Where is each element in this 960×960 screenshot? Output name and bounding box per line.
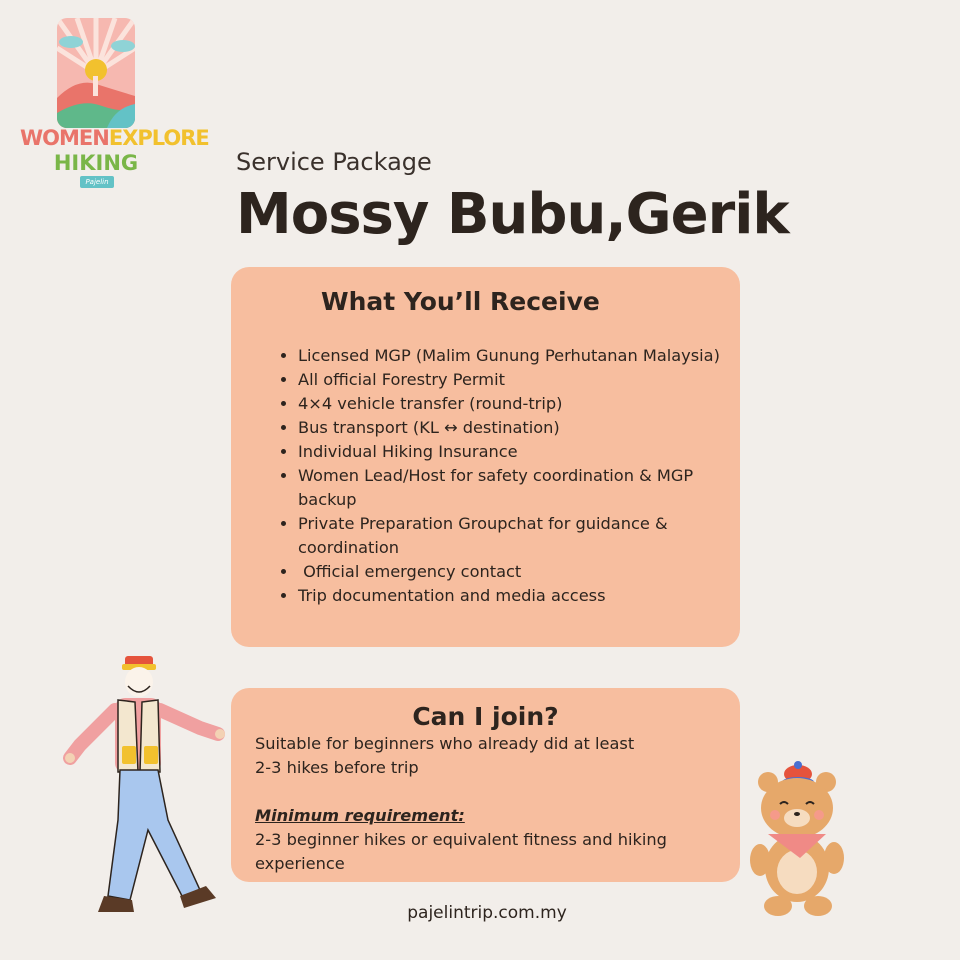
list-item: • Trip documentation and media access [298,584,738,608]
logo-signature-tag: Pajelin [80,176,114,188]
requirement-label: Minimum requirement: [255,806,465,825]
join-card [231,688,740,882]
list-item: • Individual Hiking Insurance [298,440,738,464]
join-line-1: Suitable for beginners who already did at least [255,734,635,753]
receive-heading: What You’ll Receive [321,287,600,316]
brand-logo [20,18,209,193]
list-item: • Licensed MGP (Malim Gunung Perhutanan Malaysia) [298,344,738,368]
logo-text-hiking: HIKING [53,151,139,175]
list-item: • Bus transport (KL ↔ destination) [298,416,738,440]
list-item: • All official Forestry Permit [298,368,738,392]
bear-illustration-icon [742,760,847,920]
logo-text-women-explore: WOMENEXPLORE [20,126,209,150]
website-link[interactable]: pajelintrip.com.my [407,903,567,923]
join-line-2: 2-3 hikes before trip [255,758,419,777]
hiker-illustration-icon [60,650,230,925]
list-item: • Women Lead/Host for safety coordination & MGP backup [298,464,738,512]
receive-card [231,267,740,647]
join-heading: Can I join? [412,702,559,731]
join-body [255,732,725,876]
list-item: • Private Preparation Groupchat for guidance & coordination [298,512,738,560]
list-item: • 4×4 vehicle transfer (round-trip) [298,392,738,416]
requirement-text: 2-3 beginner hikes or equivalent fitness and hiking experience [255,830,667,873]
page-subtitle: Service Package [236,148,432,176]
receive-list [279,344,738,608]
page-title: Mossy Bubu,Gerik [236,182,789,247]
spacer [255,780,725,804]
list-item: • Official emergency contact [298,560,738,584]
mountain-sunrise-logo-icon [57,18,135,128]
